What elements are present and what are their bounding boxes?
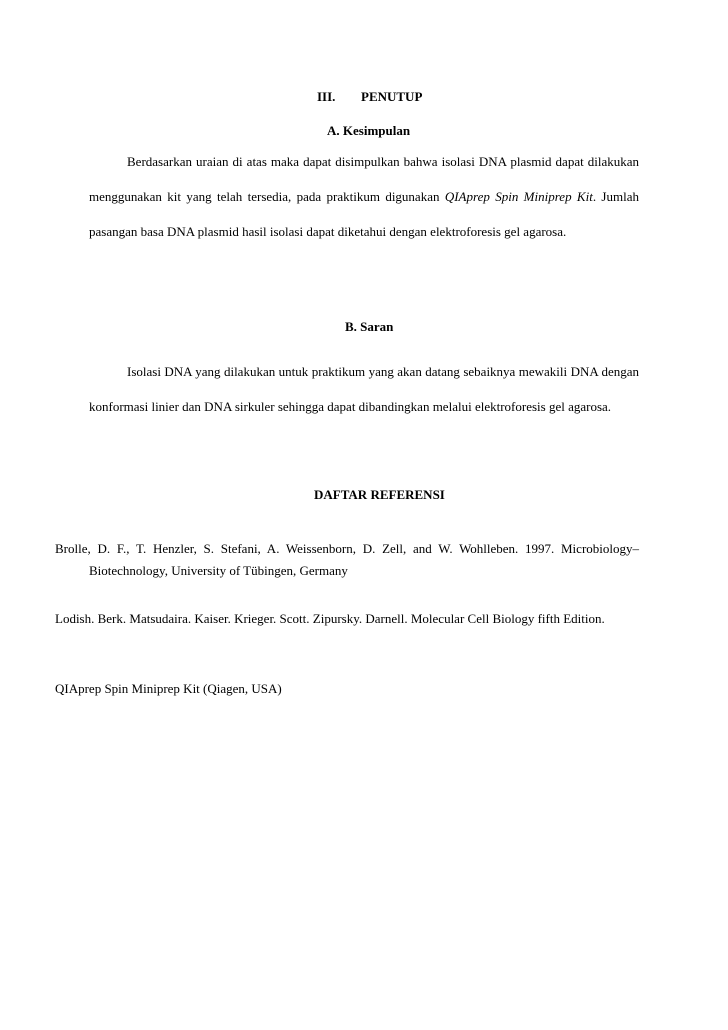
section-a-text-part1: Berdasarkan uraian di atas maka dapat disimpulkan bahwa isolasi DNA plasmid dapat dilakukan menggunakan kit yang telah tersedia, pada praktikum digunakan	[89, 154, 639, 204]
section-b-paragraph	[89, 354, 639, 424]
reference-item-3: QIAprep Spin Miniprep Kit (Qiagen, USA)	[55, 681, 282, 696]
section-a-heading: A. Kesimpulan	[327, 123, 411, 138]
section-a-text-part2: . Jumlah pasangan basa DNA plasmid hasil isolasi dapat diketahui dengan elektroforesis gel agarosa.	[89, 189, 639, 239]
chapter-number: III.	[317, 89, 336, 104]
reference-item-2: Lodish. Berk. Matsudaira. Kaiser. Krieger. Scott. Zipursky. Darnell. Molecular Cell Biology fifth Edition.	[55, 611, 605, 626]
section-b-heading: B. Saran	[345, 319, 394, 334]
chapter-title: PENUTUP	[361, 89, 423, 104]
section-b-text: Isolasi DNA yang dilakukan untuk praktikum yang akan datang sebaiknya mewakili DNA dengan konformasi linier dan DNA sirkuler sehingga dapat dibandingkan melalui elektroforesis gel agarosa.	[89, 364, 639, 414]
references-heading: DAFTAR REFERENSI	[314, 487, 445, 502]
section-a-paragraph	[89, 144, 639, 249]
reference-item-1: Brolle, D. F., T. Henzler, S. Stefani, A. Weissenborn, D. Zell, and W. Wohlleben. 1997. Microbiology–Biotechnology, University of Tübingen, Germany	[55, 541, 639, 578]
section-a-kit-name: QIAprep Spin Miniprep Kit	[444, 189, 593, 204]
chapter-heading	[317, 89, 422, 105]
